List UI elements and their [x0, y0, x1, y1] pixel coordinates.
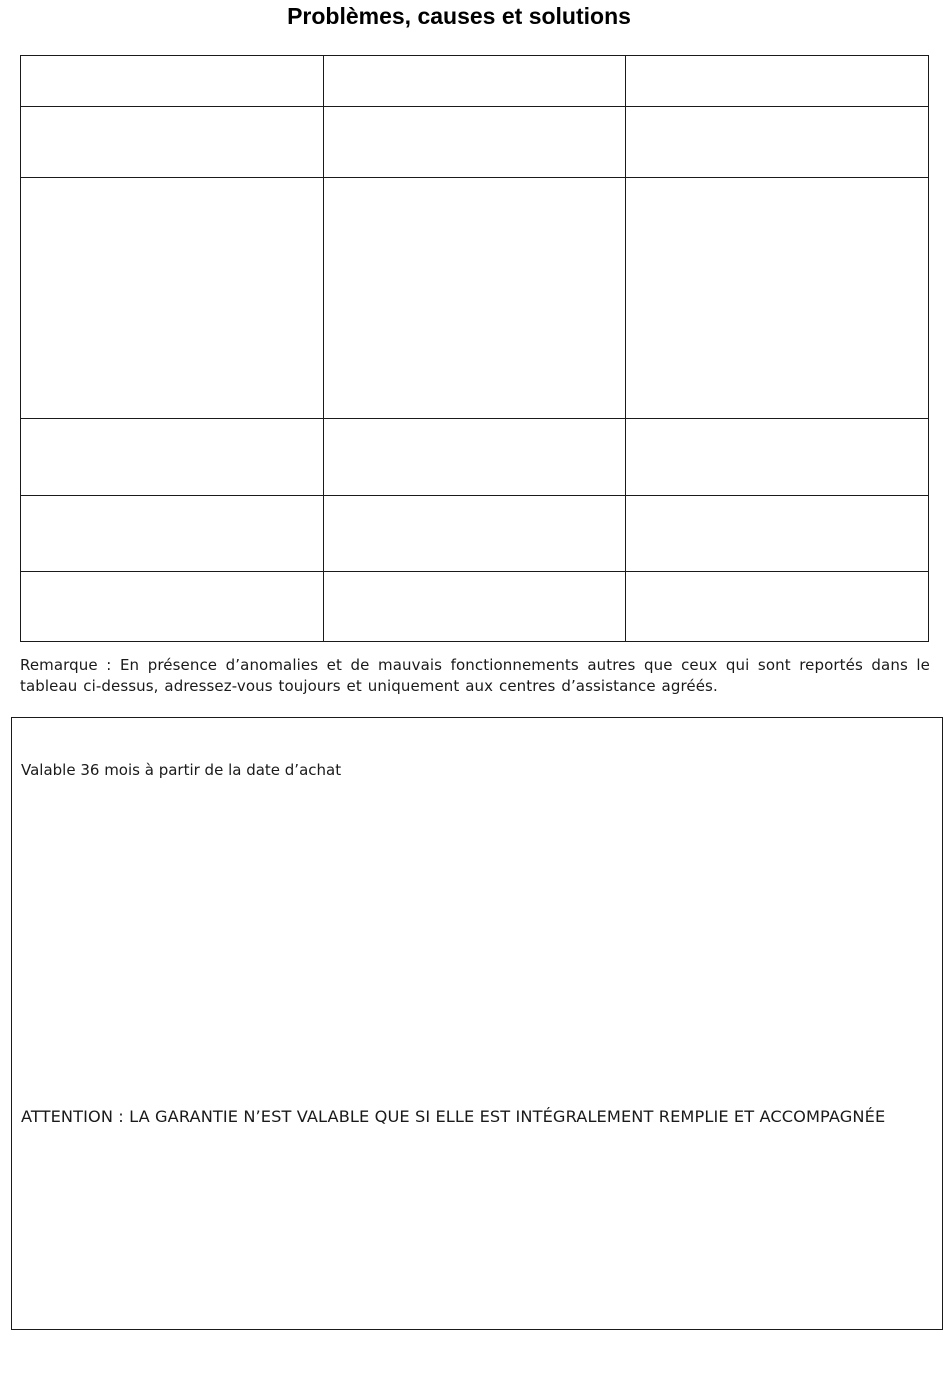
- warranty-validity-text: Valable 36 mois à partir de la date d’achat: [21, 761, 342, 779]
- troubleshooting-table: [20, 55, 929, 642]
- table-row: [21, 56, 929, 107]
- table-cell-problem: [21, 107, 324, 178]
- table-row: [21, 419, 929, 496]
- table-cell-solution: [626, 107, 929, 178]
- table-row: [21, 107, 929, 178]
- warranty-box: [11, 717, 943, 1330]
- table-cell-solution: [626, 572, 929, 642]
- table-cell-problem: [21, 178, 324, 419]
- table-cell-cause: [323, 419, 626, 496]
- table-cell-cause: [323, 107, 626, 178]
- table-cell-cause: [323, 178, 626, 419]
- table-cell-solution: [626, 419, 929, 496]
- table-row: [21, 572, 929, 642]
- table-row: [21, 178, 929, 419]
- table-cell-cause: [323, 572, 626, 642]
- page-title: Problèmes, causes et solutions: [287, 3, 631, 29]
- table-cell-solution: [626, 56, 929, 107]
- warranty-attention-text: ATTENTION : LA GARANTIE N’EST VALABLE QUE SI ELLE EST INTÉGRALEMENT REMPLIE ET ACCOMPAGNÉE: [21, 1107, 886, 1126]
- table-cell-problem: [21, 56, 324, 107]
- table-cell-solution: [626, 496, 929, 572]
- table-cell-problem: [21, 572, 324, 642]
- table-row: [21, 496, 929, 572]
- table-cell-problem: [21, 419, 324, 496]
- table-cell-cause: [323, 56, 626, 107]
- table-cell-cause: [323, 496, 626, 572]
- table-cell-problem: [21, 496, 324, 572]
- remark-note: Remarque : En présence d’anomalies et de mauvais fonctionnements autres que ceux qui sont reportés dans le tableau ci-dessus, adressez-vous toujours et uniquement aux centres d’assistance agréés.: [20, 656, 930, 695]
- table-cell-solution: [626, 178, 929, 419]
